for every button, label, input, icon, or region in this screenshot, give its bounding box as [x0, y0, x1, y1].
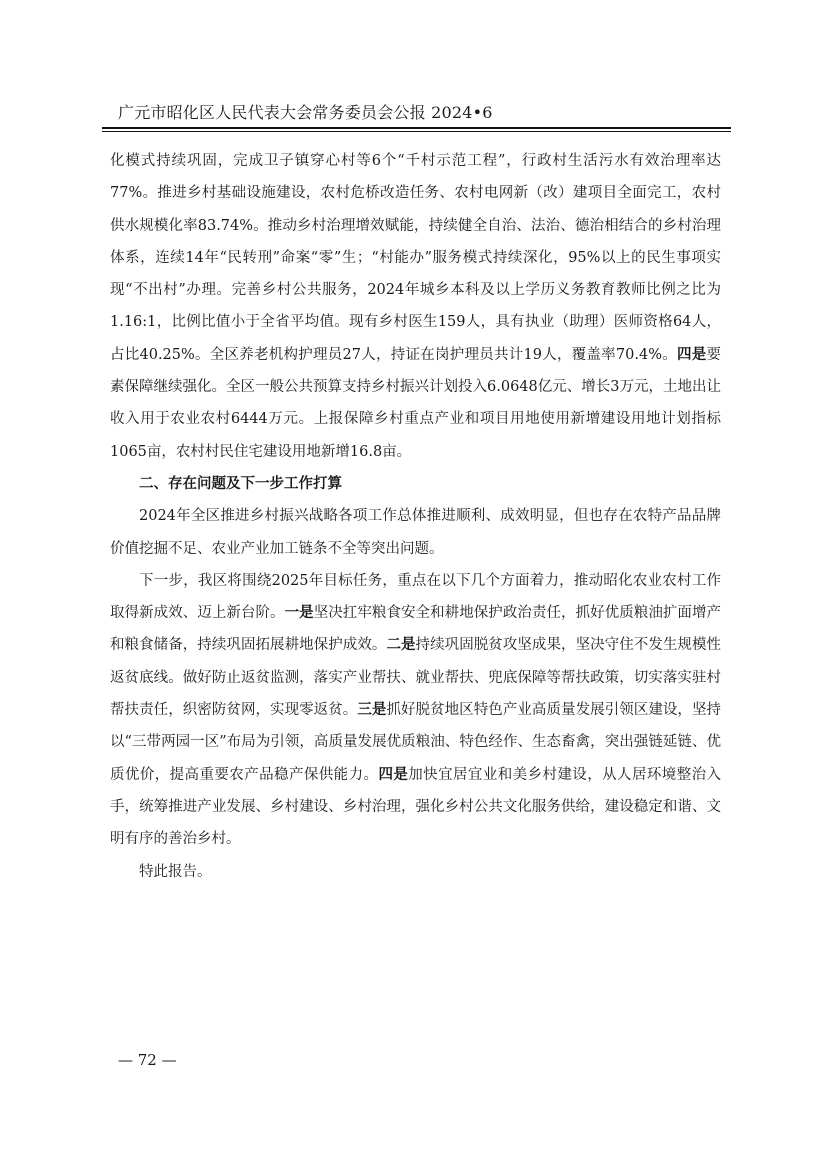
page-header-title: 广元市昭化区人民代表大会常务委员会公报 2024•6 — [118, 103, 493, 122]
section-heading-2: 二、存在问题及下一步工作打算 — [139, 475, 342, 492]
page-number: — 72 — — [118, 1051, 177, 1069]
paragraph-problems: 2024年全区推进乡村振兴战略各项工作总体推进顺利、成效明显，但也存在农特产品品牌价值挖掘不足、农业产业加工链条不全等突出问题。 — [110, 508, 721, 557]
bold-lead-two: 二是 — [386, 637, 416, 654]
closing-line: 特此报告。 — [139, 863, 212, 880]
paragraph-next-steps: 下一步，我区将围绕2025年目标任务，重点在以下几个方面着力，推动昭化农业农村工作取得新成效、迈上新台阶。一是坚决扛牢粮食安全和耕地保护政治责任，抓好优质粮油扩面增产和粮食储备，持续巩固拓展耕地保护成效。二是持续巩固脱贫攻坚成果，坚决守住不发生规模性返贫底线。做好防止返贫监测，落实产业帮扶、就业帮扶、兜底保障等帮扶政策，切实落实驻村帮扶责任，织密防贫网，实现零返贫。三是抓好脱贫地区特色产业高质量发展引领区建设，坚持以“三带两园一区”布局为引领，高质量发展优质粮油、特色经作、生态畜禽，突出强链延链、优质优价，提高重要农产品稳产保供能力。四是加快宜居宜业和美乡村建设，从人居环境整治入手，统筹推进产业发展、乡村建设、乡村治理，强化乡村公共文化服务供给，建设稳定和谐、文明有序的善治乡村。 — [110, 572, 722, 848]
bold-lead-four-b: 四是 — [378, 766, 409, 783]
document-body — [110, 145, 721, 888]
paragraph-rural-governance: 化模式持续巩固，完成卫子镇穿心村等6个“千村示范工程”，行政村生活污水有效治理率达77%。推进乡村基础设施建设，农村危桥改造任务、农村电网新（改）建项目全面完工，农村供水规模化率83.74%。推动乡村治理增效赋能，持续健全自治、法治、德治相结合的乡村治理体系，连续14年“民转刑”命案“零”生；“村能办”服务模式持续深化，95%以上的民生事项实现“不出村”办理。完善乡村公共服务，2024年城乡本科及以上学历义务教育教师比例之比为1.16:1，比例比值小于全省平均值。现有乡村医生159人，具有执业（助理）医师资格64人，占比40.25%。全区养老机构护理员27人，持证在岗护理员共计19人，覆盖率70.4%。四是要素保障继续强化。全区一般公共预算支持乡村振兴计划投入6.0648亿元、增长3万元，土地出让收入用于农业农村6444万元。上报保障乡村重点产业和项目用地使用新增建设用地计划指标1065亩，农村村民住宅建设用地新增16.8亩。 — [110, 153, 721, 460]
bold-lead-one: 一是 — [284, 605, 314, 622]
header-rule-thick — [102, 127, 731, 129]
bold-lead-four: 四是 — [677, 346, 707, 363]
bold-lead-three: 三是 — [357, 702, 387, 719]
header-rule-thin — [102, 131, 731, 132]
